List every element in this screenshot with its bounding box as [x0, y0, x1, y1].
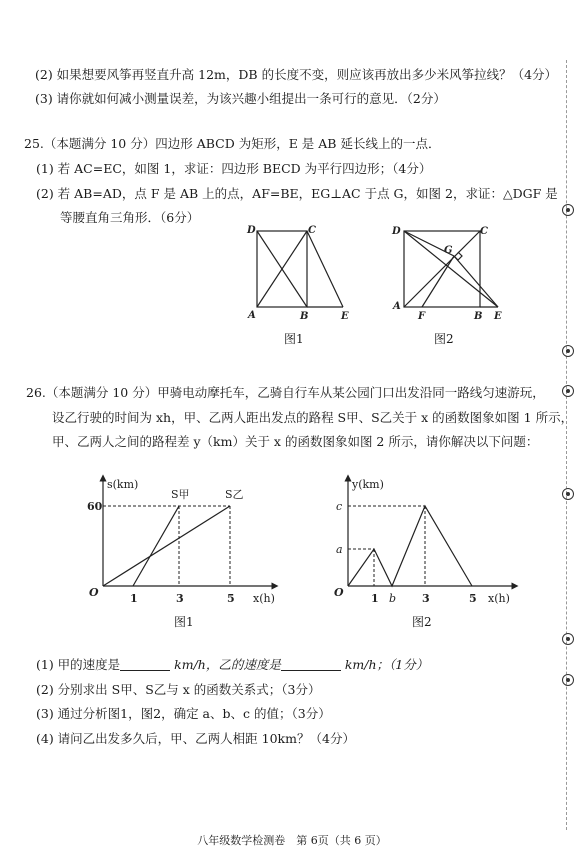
label-F: F: [418, 311, 426, 322]
fig2-yc: c: [336, 500, 343, 513]
fig1-origin: O: [89, 586, 99, 599]
q25-figure-2: [388, 223, 508, 323]
binding-line: [566, 60, 567, 830]
label-E: E: [341, 311, 349, 322]
fig2-x5: 5: [469, 592, 477, 605]
fig2-xb: b: [389, 592, 397, 605]
fig1-x1: 1: [130, 592, 138, 605]
q26-sub1-part-b: km/h，乙的速度是: [174, 657, 281, 672]
binder-hole: [562, 633, 574, 645]
q24-sub3: (3) 请你就如何减小测量误差，为该兴趣小组提出一条可行的意见．（2分）: [35, 91, 446, 106]
q26-sub1-part-a: (1) 甲的速度是: [36, 657, 121, 672]
q26-stem-1: 26.（本题满分 10 分）甲骑电动摩托车，乙骑自行车从某公园门口出发沿同一路线匀速游玩，: [26, 385, 545, 400]
label-E: E: [494, 311, 502, 322]
label-G: G: [444, 245, 453, 256]
fig1-y60: 60: [87, 500, 103, 513]
label-C: C: [308, 225, 316, 236]
fig2-xlabel: x(h): [488, 592, 510, 605]
fig2-x1: 1: [371, 592, 379, 605]
fig1-x3: 3: [176, 592, 184, 605]
label-A: A: [393, 301, 401, 312]
q25-sub2-line1: (2) 若 AB=AD，点 F 是 AB 上的点，AF=BE，EG⊥AC 于点 G，如图 2，求证：△DGF 是: [36, 186, 558, 201]
fig2-x3: 3: [422, 592, 430, 605]
binder-hole: [562, 204, 574, 216]
label-B: B: [474, 311, 483, 322]
q25-sub2-line2: 等腰直角三角形．（6分）: [60, 210, 200, 225]
label-D: D: [247, 225, 256, 236]
q26-figure-2: [330, 468, 530, 608]
label-D: D: [392, 226, 401, 237]
fig1-s-yi: S乙: [225, 488, 244, 501]
q25-fig1-caption: 图1: [284, 332, 304, 346]
fig1-xlabel: x(h): [253, 592, 275, 605]
binder-hole: [562, 345, 574, 357]
q26-sub1-part-c: km/h；（1分）: [344, 657, 429, 672]
binder-hole: [562, 488, 574, 500]
binder-hole: [562, 674, 574, 686]
fig1-x5: 5: [227, 592, 235, 605]
q24-sub2: (2) 如果想要风筝再竖直升高 12m，DB 的长度不变，则应该再放出多少米风筝拉线？（4分）: [35, 67, 558, 82]
binder-hole: [562, 385, 574, 397]
q25-sub1: (1) 若 AC=EC，如图 1，求证：四边形 BECD 为平行四边形；（4分）: [36, 161, 432, 176]
label-B: B: [300, 311, 309, 322]
page-footer: 八年级数学检测卷 第 6页（共 6 页）: [197, 834, 387, 847]
answer-blank-jia-speed[interactable]: [120, 658, 170, 671]
answer-blank-yi-speed[interactable]: [281, 658, 341, 671]
fig1-ylabel: s(km): [107, 478, 139, 491]
fig2-ya: a: [336, 543, 343, 556]
q26-fig1-caption: 图1: [174, 615, 194, 629]
q26-sub3: (3) 通过分析图1，图2，确定 a、b、c 的值；（3分）: [36, 706, 331, 721]
q26-sub2: (2) 分别求出 S甲、S乙与 x 的函数关系式；（3分）: [36, 682, 321, 697]
q25-stem: 25.（本题满分 10 分）四边形 ABCD 为矩形，E 是 AB 延长线上的一点．: [24, 136, 441, 151]
label-C: C: [480, 226, 488, 237]
q26-fig2-caption: 图2: [412, 615, 432, 629]
label-A: A: [248, 310, 256, 321]
fig2-ylabel: y(km): [352, 478, 384, 491]
q26-figure-1: [85, 468, 285, 608]
q26-stem-2: 设乙行驶的时间为 xh，甲、乙两人距出发点的路程 S甲、S乙关于 x 的函数图象如图 1 所示，: [52, 410, 574, 425]
q26-stem-3: 甲、乙两人之间的路程差 y（km）关于 x 的函数图象如图 2 所示，请你解决以下问题：: [52, 434, 539, 449]
fig2-origin: O: [334, 586, 344, 599]
q25-fig2-caption: 图2: [434, 332, 454, 346]
q26-sub4: (4) 请问乙出发多久后，甲、乙两人相距 10km？（4分）: [36, 731, 355, 746]
q25-figure-1: [245, 223, 365, 323]
q26-sub1: [36, 657, 428, 673]
fig1-s-jia: S甲: [171, 488, 190, 501]
